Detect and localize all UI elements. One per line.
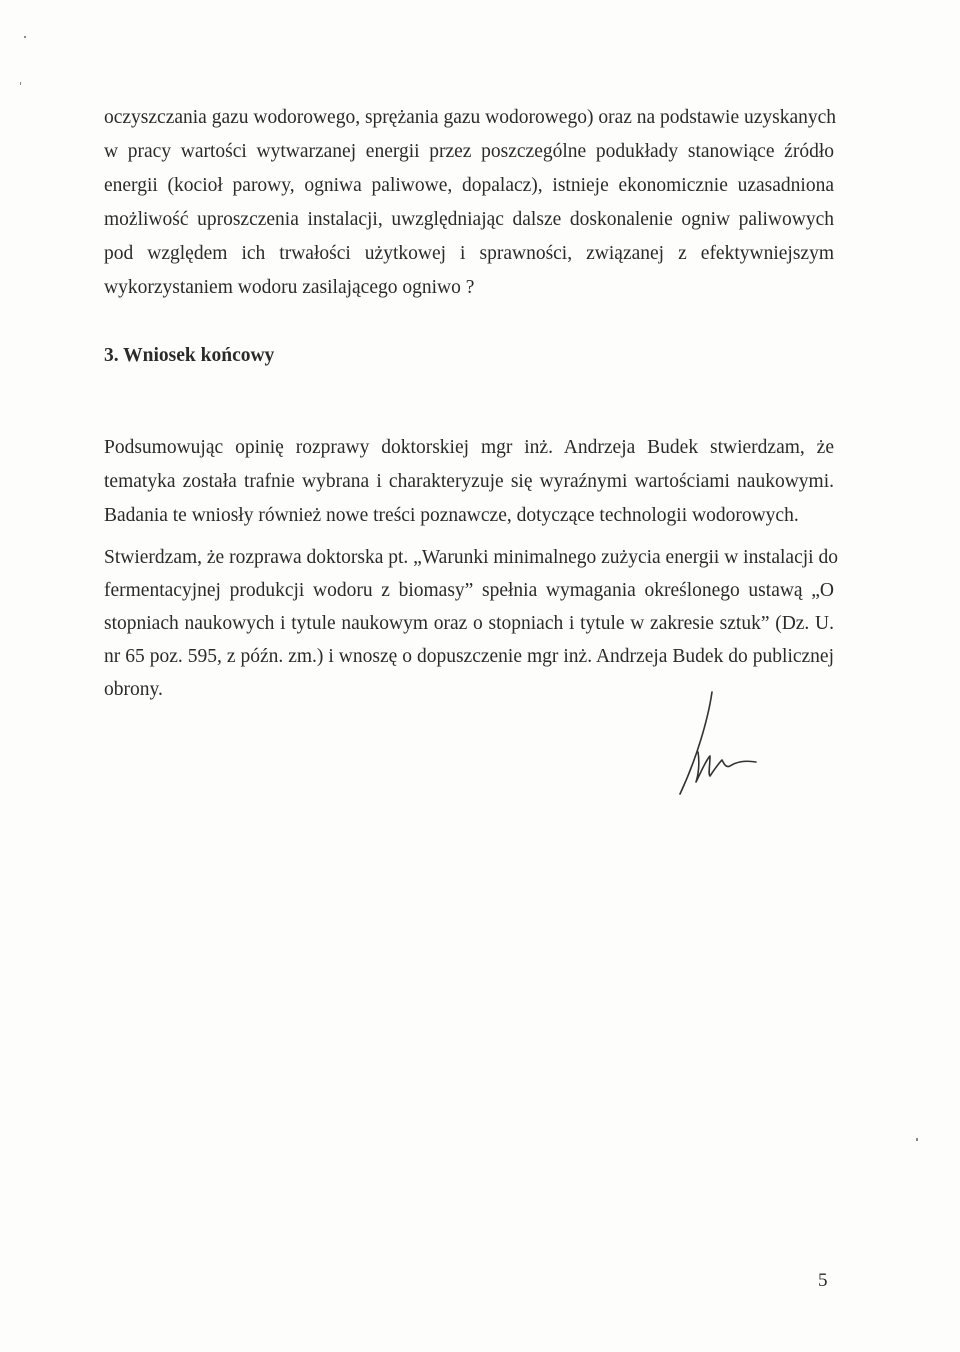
paragraph-summary — [104, 431, 834, 533]
text-line: wykorzystaniem wodoru zasilającego ogniwo ? — [104, 277, 475, 298]
text-line: Stwierdzam, że rozprawa doktorska pt. „Warunki minimalnego zużycia energii w instalacji do — [104, 547, 838, 568]
text-line: możliwość uproszczenia instalacji, uwzględniając dalsze doskonalenie ogniw paliwowych — [104, 209, 834, 230]
text-line: energii (kocioł parowy, ogniwa paliwowe, dopalacz), istnieje ekonomicznie uzasadniona — [104, 175, 834, 196]
text-line: nr 65 poz. 595, z późn. zm.) i wnoszę o dopuszczenie mgr inż. Andrzeja Budek do publicznej — [104, 646, 834, 667]
scan-speck — [24, 36, 26, 38]
text-line: pod względem ich trwałości użytkowej i sprawności, związanej z efektywniejszym — [104, 243, 834, 264]
text-line: oczyszczania gazu wodorowego, sprężania gazu wodorowego) oraz na podstawie uzyskanych — [104, 107, 837, 128]
text-line: stopniach naukowych i tytule naukowym oraz o stopniach i tytule w zakresie sztuk” (Dz. U. — [104, 613, 834, 634]
text-line: tematyka została trafnie wybrana i charakteryzuje się wyraźnymi wartościami naukowymi. — [104, 471, 834, 492]
text-line: Badania te wniosły również nowe treści poznawcze, dotyczące technologii wodorowych. — [104, 505, 799, 526]
page-number: 5 — [818, 1270, 828, 1291]
text-line: w pracy wartości wytwarzanej energii przez poszczególne podukłady stanowiące źródło — [104, 141, 834, 162]
scan-speck — [20, 82, 21, 85]
handwritten-signature — [660, 690, 790, 800]
paragraph-conclusion — [104, 541, 838, 706]
text-line: Podsumowując opinię rozprawy doktorskiej mgr inż. Andrzeja Budek stwierdzam, że — [104, 437, 834, 458]
paragraph-continuation — [104, 101, 837, 305]
text-line: fermentacyjnej produkcji wodoru z biomasy” spełnia wymagania określonego ustawą „O — [104, 580, 834, 601]
text-line: obrony. — [104, 679, 163, 700]
scan-speck — [916, 1138, 918, 1141]
section-heading: 3. Wniosek końcowy — [104, 345, 275, 366]
